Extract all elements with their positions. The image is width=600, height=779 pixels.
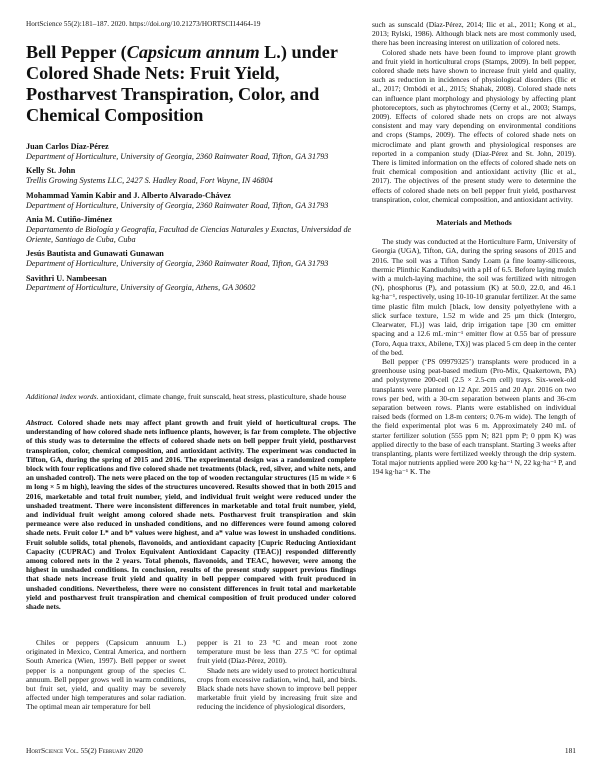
intro-paragraph: pepper is 21 to 23 °C and mean root zone temperature must be less than 27.5 °C for optimal fruit yield (Díaz-Pérez, 2010). [197, 638, 357, 666]
body-paragraph: Colored shade nets have been found to improve plant growth and fruit yield in horticultural crops (Stamps, 2009). In bell pepper, colored shade nets have shown to increase fruit yield and quality, such as reduction in incidences of physiological disorders (Ilic et al., 2017; Ombódi et al., 2015; Shahak, 2008). Colored shade nets can influence plant morphology and physiology by affecting plant photoreceptors, such as phytochromes (Cerny et al., 2003; Stamps, 2009). Effects of colored shade nets on crops are not always consistent and may vary depending on environmental conditions and crops (Stamps, 2009). The effects of colored shade nets on microclimate and plant growth and physiological responses are reported in a companion study (Díaz-Pérez and St. John, 2019). There is limited information on the effects of colored shade nets on fruit chemical composition and antioxidant activity (Ilic et al., 2017). The objectives of the present study were to determine the effects of colored shade nets on bell pepper fruit yield, postharvest transpiration, color, chemical composition, and antioxidant activity. [372, 47, 576, 204]
author-name: Juan Carlos Díaz-Pérez [26, 142, 109, 151]
author-affiliation: Departamento de Biología y Geografía, Facultad de Ciencias Naturales y Exactas, Universidad de Oriente, Santiago de Cuba, Cuba [26, 224, 352, 244]
intro-paragraph: Shade nets are widely used to protect horticultural crops from excessive radiation, wind, hail, and birds. Black shade nets have shown to improve bell pepper marketable fruit yield by increasing fruit size and reducing the incidence of physiological disorders, [197, 665, 357, 712]
article-page [26, 20, 576, 760]
author-name: Kelly St. John [26, 166, 76, 176]
page-number: 181 [564, 746, 576, 755]
intro-column-2 [197, 638, 357, 712]
author-list [26, 140, 356, 298]
section-heading: Materials and Methods [436, 218, 512, 228]
abstract [26, 418, 356, 611]
author-name: Savithri U. Nambeesan [26, 273, 107, 283]
body-paragraph: such as sunscald (Díaz-Pérez, 2014; Ilic et al., 2011; Kong et al., 2013; Rylski, 1986). Although black nets are most commonly used, there has been increasing interest on utilization of colored nets. [372, 20, 576, 48]
intro-column-1 [26, 638, 186, 712]
author-affiliation: Department of Horticulture, University of Georgia, 2360 Rainwater Road, Tifton, GA 31793 [26, 151, 329, 161]
abstract-text: Colored shade nets may affect plant growth and fruit yield of horticultural crops. The understanding of how colored shade nets influence plants, however, is far from complete. The objective of this study was to determine the effects of colored shade nets on bell pepper fruit yield, postharvest transpiration, color, chemical composition, and antioxidant activity. The experiment was conducted in Tifton, GA, during the spring of 2015 and 2016. The experimental design was a randomized complete block with four replications and five colored shade net treatments (black, red, silver, and white nets, and an unshaded control). The nets were placed on the top of wooden rectangular structures (15 m wide × 6 m long × 5 m high), leaving the sides of the structures uncovered. Results showed that in both 2015 and 2016, marketable and total fruit number, yield, and individual fruit weight were reduced under the unshaded treatment. There were inconsistent differences in marketable and total fruit number, yield, and individual fruit weight among colored shade nets. Postharvest fruit transpiration and skin permeance were also reduced in unshaded conditions, and no differences were found among colored shade nets. Fruit color L* and b* values were highest, and a* value was lowest in unshaded conditions. Fruit soluble solids, total phenols, flavonoids, and antioxidant capacity [Cupric Reducing Antioxidant Capacity (CUPRAC) and Trolox Equivalent Antioxidant Capacity (TEAC)] responded differently among colored nets in the 2 years. Total phenols, flavonoids, and TEAC, however, were among the highest in unshaded conditions. In conclusion, results of the present study support previous findings that shade nets increase fruit yield and quality in bell pepper compared with fruit produced in unshaded conditions. Nevertheless, there were no consistent differences in fruit total and marketable yield and postharvest fruit transpiration and chemical composition of fruit produced under colored shade nets. [26, 418, 356, 612]
author-affiliation: Department of Horticulture, University of Georgia, 2360 Rainwater Road, Tifton, GA 31793 [26, 259, 329, 269]
right-column [372, 20, 576, 477]
keywords [26, 392, 356, 401]
abstract-label: Abstract. [26, 418, 54, 427]
author-affiliation: Department of Horticulture, University of Georgia, 2360 Rainwater Road, Tifton, GA 31793 [26, 200, 329, 210]
author-name: Ania M. Cutiño-Jiménez [26, 215, 113, 225]
author-name: Jesús Bautista and Gunawati Gunawan [26, 249, 164, 259]
keywords-text: antioxidant, climate change, fruit sunscald, heat stress, plasticulture, shade house [100, 392, 347, 401]
author-affiliation: Trellis Growing Systems LLC, 2427 S. Hadley Road, Fort Wayne, IN 46804 [26, 176, 273, 186]
author-affiliation: Department of Horticulture, University of Georgia, Athens, GA 30602 [26, 283, 256, 293]
author-name: Mohammad Yamin Kabir and J. Alberto Alvarado-Chávez [26, 190, 231, 200]
keywords-label: Additional index words. [26, 392, 99, 401]
body-paragraph: Bell pepper (‘PS 09979325’) transplants were produced in a greenhouse using peat-based medium (Pro-Mix, Quakertown, PA) and polystyrene 200-cell (2.5 × 2.5-cm cell) trays. Six-week-old transplants were planted on 12 Apr. 2015 and 20 Apr. 2016 on two rows per bed, with a 30-cm separation between plants and 36-cm separation between rows. Plants were established on individual raised beds (formed on 1.8-m centers; 0.76-m wide). The length of the field experimental plot was 6 m. Approximately 240 mL of starter fertilizer solution (555 ppm N; 821 ppm P; 0 ppm K) was applied directly to the base of each transplant. Starting 3 weeks after transplanting, plants were fertilized weekly through the drip system. Total major nutrients applied were 200 kg·ha⁻¹ N, 22 kg·ha⁻¹ P, and 194 kg·ha⁻¹ K. The [372, 356, 576, 477]
body-paragraph: The study was conducted at the Horticulture Farm, University of Georgia (UGA), Tifton, GA, during the spring seasons of 2015 and 2016. The soil was a Tifton Sandy Loam (a fine loamy-siliceous, thermic Plinthic Kandiudults) with a pH of 6.5. Before laying mulch with a mulch-laying machine, the soil was fertilized with nitrogen (N), phosphorus (P), and potassium (K) at 50.0, 22.0, and 46.1 kg·ha⁻¹, respectively, using 10-10-10 granular fertilizer. At the same time plastic film mulch [black, low density polyethylene with a slick surface texture, 1.52 m wide and 25 µm thick (Intergro, Clearwater, FL)] was laid, drip irrigation tape [30 cm emitter spacing and a 12.6 mL·min⁻¹ emitter flow at 0.55 bar of pressure (Toro, Aqua traxx, Abilene, TX)] was placed 5 cm deep in the center of the bed. [372, 237, 577, 357]
intro-paragraph: Chiles or peppers (Capsicum annuum L.) originated in Mexico, Central America, and northern South America (Wien, 1997). Bell pepper or sweet pepper is a nonpungent group of the species C. annuum. Bell pepper grows well in warm conditions, but fruit set, yield, and quality may be severely affected under high temperatures and solar radiation. The optimal mean air temperature for bell [26, 638, 186, 712]
journal-reference[interactable]: HortScience 55(2):181–187. 2020. https://doi.org/10.21273/HORTSCI14464-19 [26, 20, 261, 28]
article-title: Bell Pepper (Capsicum annum L.) under Colored Shade Nets: Fruit Yield, Postharvest Transpiration, Color, and Chemical Composition [26, 42, 338, 125]
footer-journal: HortScience Vol. 55(2) February 2020 [26, 746, 143, 755]
